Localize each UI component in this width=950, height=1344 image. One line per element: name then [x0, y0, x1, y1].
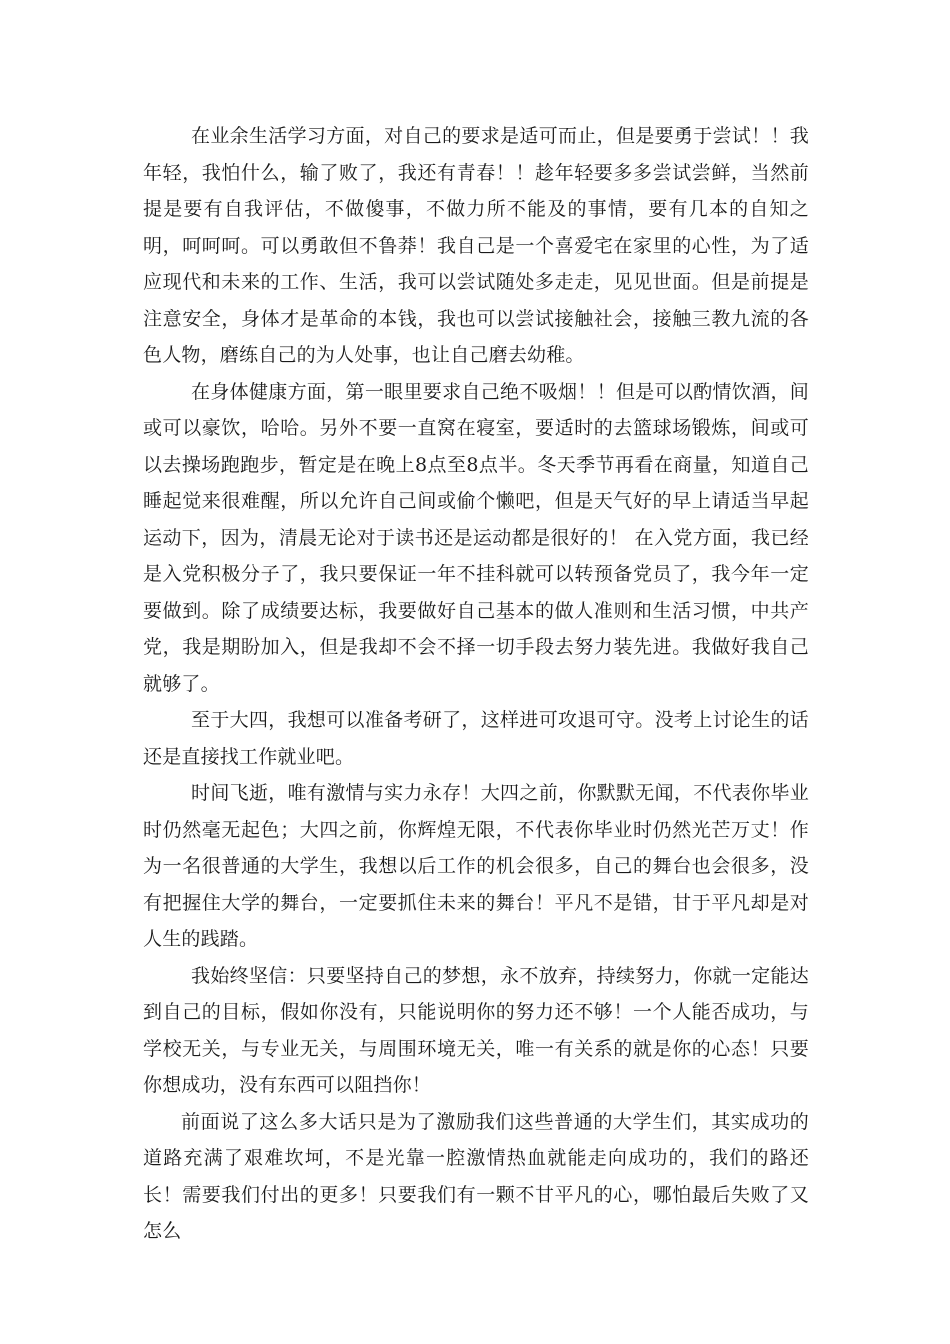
paragraph-health-party: 在身体健康方面，第一眼里要求自己绝不吸烟！！但是可以酌情饮酒，间或可以豪饮，哈哈。另外不要一直窝在寝室，要适时的去篮球场锻炼，间或可以去操场跑跑步，暂定是在晚上8点至8点半。冬天季节再看在商量，知道自己睡起觉来很难醒，所以允许自己间或偷个懒吧，但是天气好的早上请适当早起运动下，因为，清晨无论对于读书还是运动都是很好的！ 在入党方面，我已经是入党积极分子了，我只要保证一年不挂科就可以转预备党员了，我今年一定要做到。除了成绩要达标，我要做好自己基本的做人准则和生活习惯，中共产党，我是期盼加入，但是我却不会不择一切手段去努力装先进。我做好我自己就够了。	[143, 380, 809, 695]
paragraph-time-flies: 时间飞逝，唯有激情与实力永存！大四之前，你默默无闻，不代表你毕业时仍然毫无起色；大四之前，你辉煌无限，不代表你毕业时仍然光芒万丈！作为一名很普通的大学生，我想以后工作的机会很多，自己的舞台也会很多，没有把握住大学的舞台，一定要抓住未来的舞台！平凡不是错，甘于平凡却是对人生的践踏。	[143, 782, 809, 950]
paragraph-conclusion: 前面说了这么多大话只是为了激励我们这些普通的大学生们，其实成功的道路充满了艰难坎坷，不是光靠一腔激情热血就能走向成功的，我们的路还长！需要我们付出的更多！只要我们有一颗不甘平凡的心，哪怕最后失败了又怎么	[143, 1110, 809, 1242]
document-body	[143, 118, 809, 1250]
paragraph-senior-year: 至于大四，我想可以准备考研了，这样进可攻退可守。没考上讨论生的话还是直接找工作就业吧。	[143, 709, 809, 768]
paragraph-leisure-study: 在业余生活学习方面，对自己的要求是适可而止，但是要勇于尝试！！我年轻，我怕什么，输了败了，我还有青春！！趁年轻要多多尝试尝鲜，当然前提是要有自我评估，不做傻事，不做力所不能及的事情，要有几本的自知之明，呵呵呵。可以勇敢但不鲁莽！我自己是一个喜爱宅在家里的心性，为了适应现代和未来的工作、生活，我可以尝试随处多走走，见见世面。但是前提是注意安全，身体才是革命的本钱，我也可以尝试接触社会，接触三教九流的各色人物，磨练自己的为人处事，也让自己磨去幼稚。	[143, 125, 809, 366]
paragraph-belief: 我始终坚信：只要坚持自己的梦想，永不放弃，持续努力，你就一定能达到自己的目标，假如你没有，只能说明你的努力还不够！一个人能否成功，与学校无关，与专业无关，与周围环境无关，唯一有关系的就是你的心态！只要你想成功，没有东西可以阻挡你！	[143, 964, 809, 1096]
